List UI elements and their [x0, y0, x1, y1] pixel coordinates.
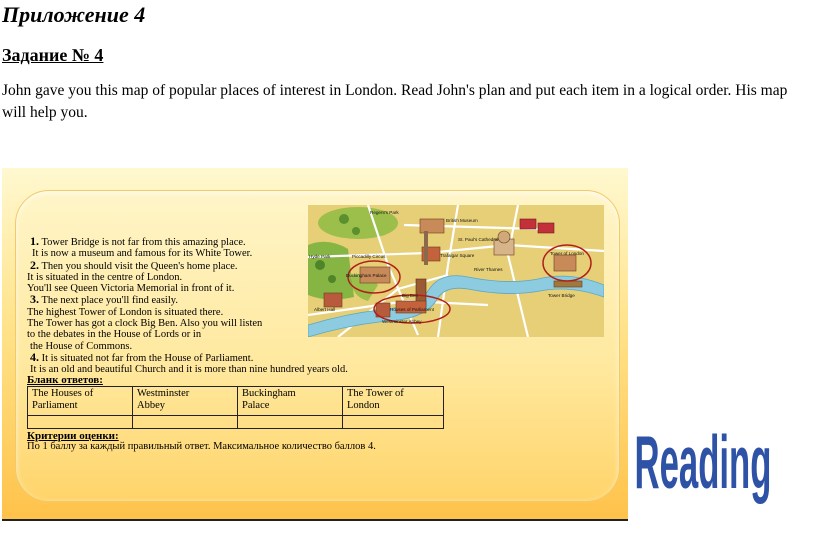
plan-line: Then you should visit the Queen's home place.	[41, 260, 238, 272]
answer-cell: Westminster Abbey	[133, 387, 238, 416]
plan-line: It is situated not far from the House of Parliament.	[41, 352, 254, 364]
red-bus-icon	[538, 223, 554, 233]
task-heading: Задание № 4	[2, 45, 104, 65]
criteria-text: По 1 баллу за каждый правильный ответ. Максимальное количество баллов 4.	[27, 441, 376, 452]
map-label: Tower of London	[550, 251, 584, 256]
plan-line: to the debates in the House of Lords or in	[27, 329, 202, 341]
map-label: Trafalgar Square	[440, 253, 475, 258]
nelsons-column	[424, 231, 428, 265]
plan-line: Tower Bridge is not far from this amazing place.	[41, 237, 246, 248]
tree-icon	[352, 227, 360, 235]
tower-of-london-building	[554, 255, 576, 271]
plan-line: It is an old and beautiful Church and it is more than nine hundred years old.	[30, 364, 348, 376]
map-label: Westminster Abbey	[382, 319, 422, 324]
plan-line: The Tower has got a clock Big Ben. Also you will listen	[27, 318, 263, 330]
answer-sheet-title: Бланк ответов:	[27, 374, 103, 386]
answer-blank-cell[interactable]	[133, 416, 238, 429]
plan-item-4	[27, 349, 427, 364]
plan-line: You'll see Queen Victoria Memorial in front of it.	[27, 283, 235, 295]
plan-item-number: 1.	[30, 234, 39, 248]
appendix-heading: Приложение 4	[2, 2, 146, 27]
answer-sheet-table	[27, 386, 444, 429]
british-museum-building	[420, 219, 444, 233]
hyde-park-area	[308, 242, 354, 300]
reading-badge-text: Reading	[634, 420, 772, 505]
criteria-title: Критерии оценки:	[27, 430, 119, 442]
answer-cell: The Tower of London	[343, 387, 444, 416]
task-instructions: John gave you this map of popular places of interest in London. Read John's plan and put each item in a logical order. His map will help you.	[2, 82, 788, 121]
map-label: Regent's Park	[370, 210, 399, 215]
london-map	[308, 205, 604, 337]
map-label: River Thames	[474, 267, 503, 272]
map-label: St. Paul's Cathedral	[458, 237, 499, 242]
plan-item-number: 2.	[30, 257, 39, 272]
map-label: Albert Hall	[314, 307, 336, 312]
answer-cell: Buckingham Palace	[238, 387, 343, 416]
plan-item-number: 3.	[30, 292, 39, 307]
tree-icon	[339, 214, 349, 224]
answer-cell: The Houses of Parliament	[28, 387, 133, 416]
plan-line: It is now a museum and famous for its White Tower.	[32, 248, 253, 260]
map-label: Big Ben	[402, 293, 419, 298]
slide-bottom-border	[2, 519, 628, 521]
answer-blank-cell[interactable]	[28, 416, 133, 429]
map-label: British Museum	[446, 218, 478, 223]
map-label: Buckingham Palace	[346, 273, 387, 278]
map-label: Tower Bridge	[548, 293, 575, 298]
map-label: Hyde Park	[309, 254, 331, 259]
map-label: Piccadilly Circus	[352, 254, 386, 259]
plan-line: The next place you'll find easily.	[41, 295, 178, 307]
tower-bridge-structure	[554, 281, 582, 287]
reading-badge	[628, 396, 778, 521]
albert-hall-building	[324, 293, 342, 307]
tree-icon	[315, 260, 325, 270]
st-pauls-dome	[498, 231, 510, 243]
tree-icon	[328, 275, 336, 283]
map-label: Houses of Parliament	[390, 307, 434, 312]
red-bus-icon	[520, 219, 536, 229]
answer-blank-cell[interactable]	[343, 416, 444, 429]
answer-blank-cell[interactable]	[238, 416, 343, 429]
plan-item-number: 4.	[30, 349, 39, 364]
plan-line: It is situated in the centre of London.	[27, 271, 183, 283]
plan-line: the House of Commons.	[30, 340, 133, 352]
plan-line: The highest Tower of London is situated there.	[27, 306, 224, 318]
